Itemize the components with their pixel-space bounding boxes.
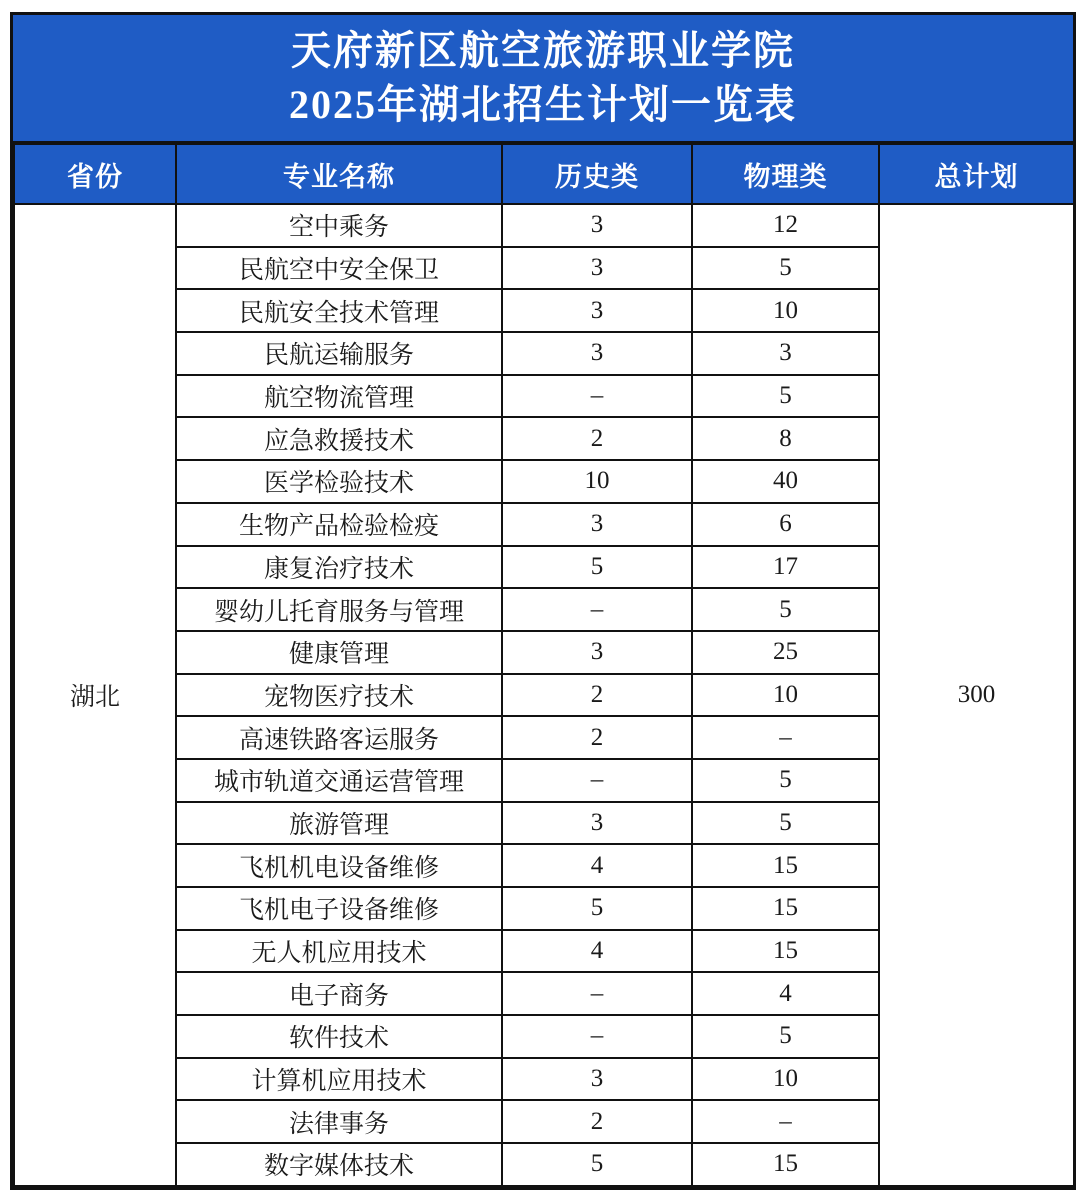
major-cell: 康复治疗技术 — [176, 546, 502, 589]
physics-cell: 6 — [692, 503, 879, 546]
history-cell: 3 — [502, 332, 692, 375]
physics-cell: 12 — [692, 204, 879, 247]
header-row — [14, 144, 1074, 204]
physics-cell: 40 — [692, 460, 879, 503]
history-cell: – — [502, 972, 692, 1015]
history-cell: 3 — [502, 289, 692, 332]
physics-cell: 25 — [692, 631, 879, 674]
major-cell: 民航运输服务 — [176, 332, 502, 375]
major-cell: 飞机机电设备维修 — [176, 844, 502, 887]
physics-cell: 5 — [692, 375, 879, 418]
major-cell: 生物产品检验检疫 — [176, 503, 502, 546]
total-plan-cell: 300 — [879, 204, 1074, 1186]
major-cell: 数字媒体技术 — [176, 1143, 502, 1186]
physics-cell: 15 — [692, 844, 879, 887]
physics-cell: 5 — [692, 247, 879, 290]
history-cell: 4 — [502, 844, 692, 887]
major-cell: 健康管理 — [176, 631, 502, 674]
major-cell: 宠物医疗技术 — [176, 674, 502, 717]
major-cell: 飞机电子设备维修 — [176, 887, 502, 930]
history-cell: 2 — [502, 716, 692, 759]
history-cell: 3 — [502, 503, 692, 546]
history-cell: – — [502, 375, 692, 418]
history-cell: 3 — [502, 802, 692, 845]
physics-cell: 3 — [692, 332, 879, 375]
physics-cell: 15 — [692, 887, 879, 930]
header-history: 历史类 — [502, 144, 692, 204]
history-cell: 3 — [502, 631, 692, 674]
major-cell: 高速铁路客运服务 — [176, 716, 502, 759]
physics-cell: – — [692, 716, 879, 759]
history-cell: 5 — [502, 546, 692, 589]
history-cell: 3 — [502, 1058, 692, 1101]
major-cell: 无人机应用技术 — [176, 930, 502, 973]
major-cell: 电子商务 — [176, 972, 502, 1015]
history-cell: – — [502, 588, 692, 631]
major-cell: 旅游管理 — [176, 802, 502, 845]
enrollment-plan-table — [10, 12, 1076, 1190]
major-cell: 民航空中安全保卫 — [176, 247, 502, 290]
title-banner — [13, 15, 1073, 143]
history-cell: 3 — [502, 247, 692, 290]
major-cell: 空中乘务 — [176, 204, 502, 247]
history-cell: 4 — [502, 930, 692, 973]
header-major: 专业名称 — [176, 144, 502, 204]
major-cell: 民航安全技术管理 — [176, 289, 502, 332]
physics-cell: 10 — [692, 1058, 879, 1101]
physics-cell: 10 — [692, 289, 879, 332]
history-cell: 5 — [502, 887, 692, 930]
history-cell: 5 — [502, 1143, 692, 1186]
physics-cell: 5 — [692, 802, 879, 845]
major-cell: 应急救援技术 — [176, 417, 502, 460]
history-cell: 3 — [502, 204, 692, 247]
province-cell: 湖北 — [14, 204, 176, 1186]
physics-cell: 8 — [692, 417, 879, 460]
major-cell: 计算机应用技术 — [176, 1058, 502, 1101]
history-cell: 10 — [502, 460, 692, 503]
physics-cell: 5 — [692, 588, 879, 631]
major-cell: 医学检验技术 — [176, 460, 502, 503]
major-cell: 航空物流管理 — [176, 375, 502, 418]
physics-cell: – — [692, 1100, 879, 1143]
history-cell: 2 — [502, 1100, 692, 1143]
physics-cell: 5 — [692, 759, 879, 802]
major-cell: 婴幼儿托育服务与管理 — [176, 588, 502, 631]
header-province: 省份 — [14, 144, 176, 204]
history-cell: 2 — [502, 417, 692, 460]
physics-cell: 15 — [692, 1143, 879, 1186]
history-cell: 2 — [502, 674, 692, 717]
major-cell: 城市轨道交通运营管理 — [176, 759, 502, 802]
physics-cell: 17 — [692, 546, 879, 589]
physics-cell: 5 — [692, 1015, 879, 1058]
physics-cell: 4 — [692, 972, 879, 1015]
table-row — [14, 204, 1074, 247]
college-name: 天府新区航空旅游职业学院 — [291, 28, 795, 73]
physics-cell: 10 — [692, 674, 879, 717]
history-cell: – — [502, 759, 692, 802]
major-cell: 软件技术 — [176, 1015, 502, 1058]
header-total: 总计划 — [879, 144, 1074, 204]
table-subtitle: 2025年湖北招生计划一览表 — [289, 82, 797, 127]
physics-cell: 15 — [692, 930, 879, 973]
major-cell: 法律事务 — [176, 1100, 502, 1143]
header-physics: 物理类 — [692, 144, 879, 204]
history-cell: – — [502, 1015, 692, 1058]
plan-table — [13, 143, 1075, 1187]
